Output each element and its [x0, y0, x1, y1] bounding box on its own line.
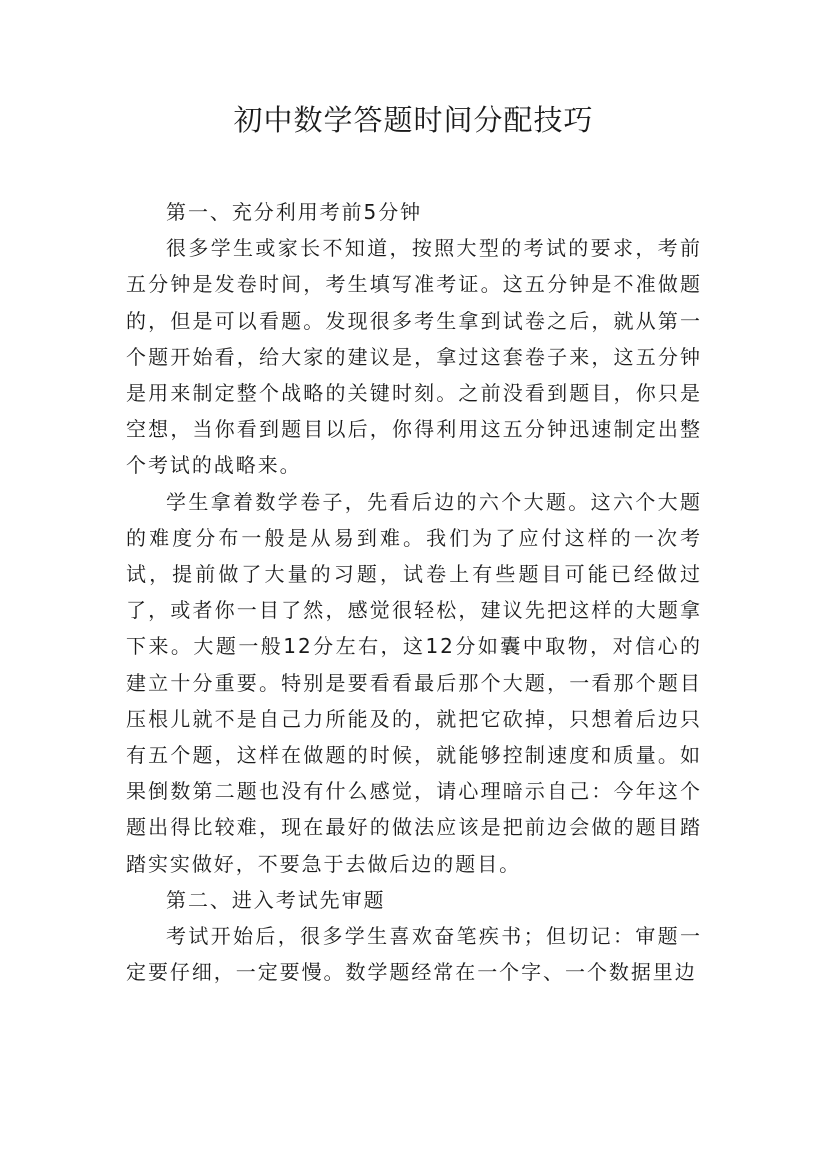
section-heading: 第二、进入考试先审题: [166, 887, 386, 912]
document-body: [126, 194, 702, 990]
section-heading: 第一、充分利用考前5分钟: [166, 200, 423, 224]
body-paragraph: 学生拿着数学卷子，先看后边的六个大题。这六个大题的难度分布一般是从易到难。我们为了应付这样的一次考试，提前做了大量的习题，试卷上有些题目可能已经做过了，或者你一目了然，感觉很轻松，建议先把这样的大题拿下来。大题一般12分左右，这12分如囊中取物，对信心的建立十分重要。特别是要看看最后那个大题，一看那个题目压根儿就不是自己力所能及的，就把它砍掉，只想着后边只有五个题，这样在做题的时候，就能够控制速度和质量。如果倒数第二题也没有什么感觉，请心理暗示自己：今年这个题出得比较难，现在最好的做法应该是把前边会做的题目踏踏实实做好，不要急于去做后边的题目。: [126, 489, 702, 876]
body-paragraph: 考试开始后，很多学生喜欢奋笔疾书；但切记：审题一定要仔细，一定要慢。数学题经常在一个字、一个数据里边: [126, 924, 702, 985]
body-paragraph: 很多学生或家长不知道，按照大型的考试的要求，考前五分钟是发卷时间，考生填写准考证。这五分钟是不准做题的，但是可以看题。发现很多考生拿到试卷之后，就从第一个题开始看，给大家的建议是，拿过这套卷子来，这五分钟是用来制定整个战略的关键时刻。之前没看到题目，你只是空想，当你看到题目以后，你得利用这五分钟迅速制定出整个考试的战略来。: [126, 236, 702, 478]
document-title: 初中数学答题时间分配技巧: [233, 103, 594, 137]
